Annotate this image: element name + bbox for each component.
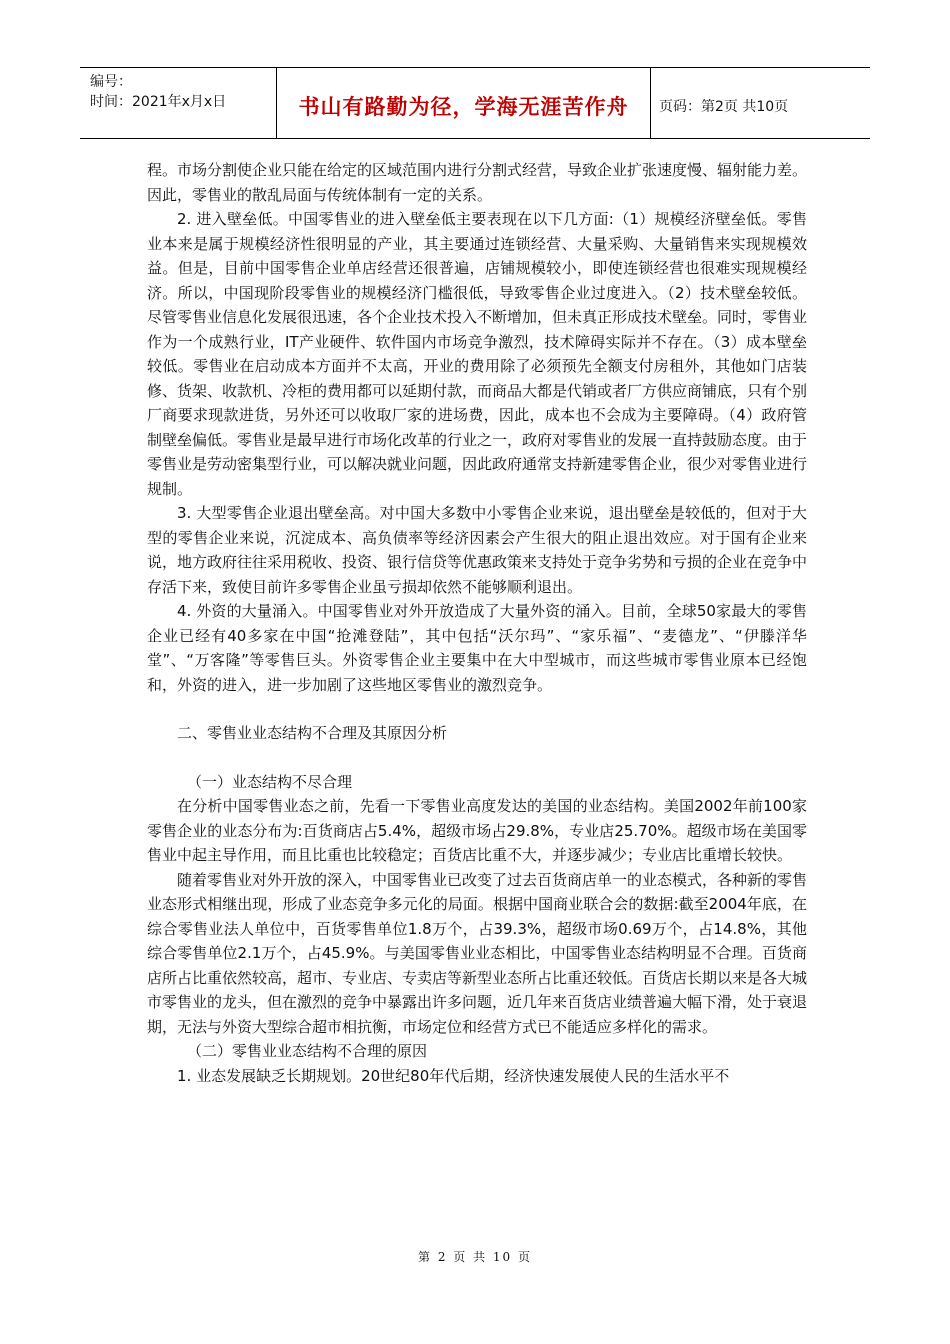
paragraph: 随着零售业对外开放的深入，中国零售业已改变了过去百货商店单一的业态模式，各种新的零售业态形式相继出现，形成了业态竞争多元化的局面。根据中国商业联合会的数据:截至2004年底，在综合零售业法人单位中，百货零售单位1.8万个，占39.3%，超级市场0.69万个，占14.8%，其他综合零售单位2.1万个，占45.9%。与美国零售业业态相比，中国零售业态结构明显不合理。百货商店所占比重依然较高，超市、专业店、专卖店等新型业态所占比重还较低。百货店长期以来是各大城市零售业的龙头，但在激烈的竞争中暴露出许多问题，近几年来百货店业绩普遍大幅下滑，处于衰退期，无法与外资大型综合超市相抗衡，市场定位和经营方式已不能适应多样化的需求。 [147, 870, 808, 1036]
subsection-heading: （二）零售业业态结构不合理的原因 [187, 1042, 428, 1060]
paragraph: 程。市场分割使企业只能在给定的区域范围内进行分割式经营，导致企业扩张速度慢、辐射能力差。因此，零售业的散乱局面与传统体制有一定的关系。 [147, 161, 808, 204]
paragraph: 3. 大型零售企业退出壁垒高。对中国大多数中小零售企业来说，退出壁垒是较低的，但对于大型的零售企业来说，沉淀成本、高负债率等经济因素会产生很大的阻止退出效应。对于国有企业来说，地方政府往往采用税收、投资、银行信贷等优惠政策来支持处于竞争劣势和亏损的企业在竞争中存活下来，致使目前许多零售企业虽亏损却依然不能够顺利退出。 [147, 504, 808, 596]
page-footer: 第 2 页 共 10 页 [418, 1250, 532, 1264]
header-page-info: 页码：第2页 共10页 [659, 99, 789, 115]
subsection-heading: （一）业态结构不尽合理 [187, 772, 353, 791]
paragraph: 在分析中国零售业态之前，先看一下零售业高度发达的美国的业态结构。美国2002年前100家零售企业的业态分布为:百货商店占5.4%，超级市场占29.8%，专业店25.70%。超级市场在美国零售业中起主导作用，而且比重也比较稳定；百货店比重不大，并逐步减少；专业店比重增长较快。 [147, 797, 807, 864]
paragraph: 2. 进入壁垒低。中国零售业的进入壁垒低主要表现在以下几方面:（1）规模经济壁垒低。零售业本来是属于规模经济性很明显的产业，其主要通过连锁经营、大量采购、大量销售来实现规模效益。但是，目前中国零售企业单店经营还很普遍，店铺规模较小，即使连锁经营也很难实现规模经济。所以，中国现阶段零售业的规模经济门槛很低，导致零售企业过度进入。（2）技术壁垒较低。尽管零售业信息化发展很迅速，各个企业技术投入不断增加，但未真正形成技术壁垒。同时，零售业作为一个成熟行业，IT产业硬件、软件国内市场竞争激烈，技术障碍实际并不存在。（3）成本壁垒较低。零售业在启动成本方面并不太高，开业的费用除了必须预先全额支付房租外，其他如门店装修、货架、收款机、冷柜的费用都可以延期付款，而商品大都是代销或者厂方供应商铺底，只有个别厂商要求现款进货，另外还可以收取厂家的进场费，因此，成本也不会成为主要障碍。（4）政府管制壁垒偏低。零售业是最早进行市场化改革的行业之一，政府对零售业的发展一直持鼓励态度。由于零售业是劳动密集型行业，可以解决就业问题，因此政府通常支持新建零售企业，很少对零售业进行规制。 [147, 210, 808, 498]
document-date: 时间：2021年x月x日 [90, 94, 227, 110]
section-heading: 二、零售业业态结构不合理及其原因分析 [177, 724, 448, 742]
paragraph: 1. 业态发展缺乏长期规划。20世纪80年代后期，经济快速发展使人民的生活水平不 [177, 1066, 730, 1085]
page-header [80, 67, 870, 139]
document-number-label: 编号： [90, 74, 132, 90]
document-body [147, 158, 807, 1088]
paragraph: 4. 外资的大量涌入。中国零售业对外开放造成了大量外资的涌入。目前，全球50家最大的零售企业已经有40多家在中国“抢滩登陆”，其中包括“沃尔玛”、“家乐福”、“麦德龙”、“伊滕洋华堂”、“万客隆”等零售巨头。外资零售企业主要集中在大中型城市，而这些城市零售业原本已经饱和，外资的进入，进一步加剧了这些地区零售业的激烈竞争。 [147, 602, 807, 694]
header-motto: 书山有路勤为径，学海无涯苦作舟 [277, 68, 651, 138]
header-meta [80, 68, 277, 138]
